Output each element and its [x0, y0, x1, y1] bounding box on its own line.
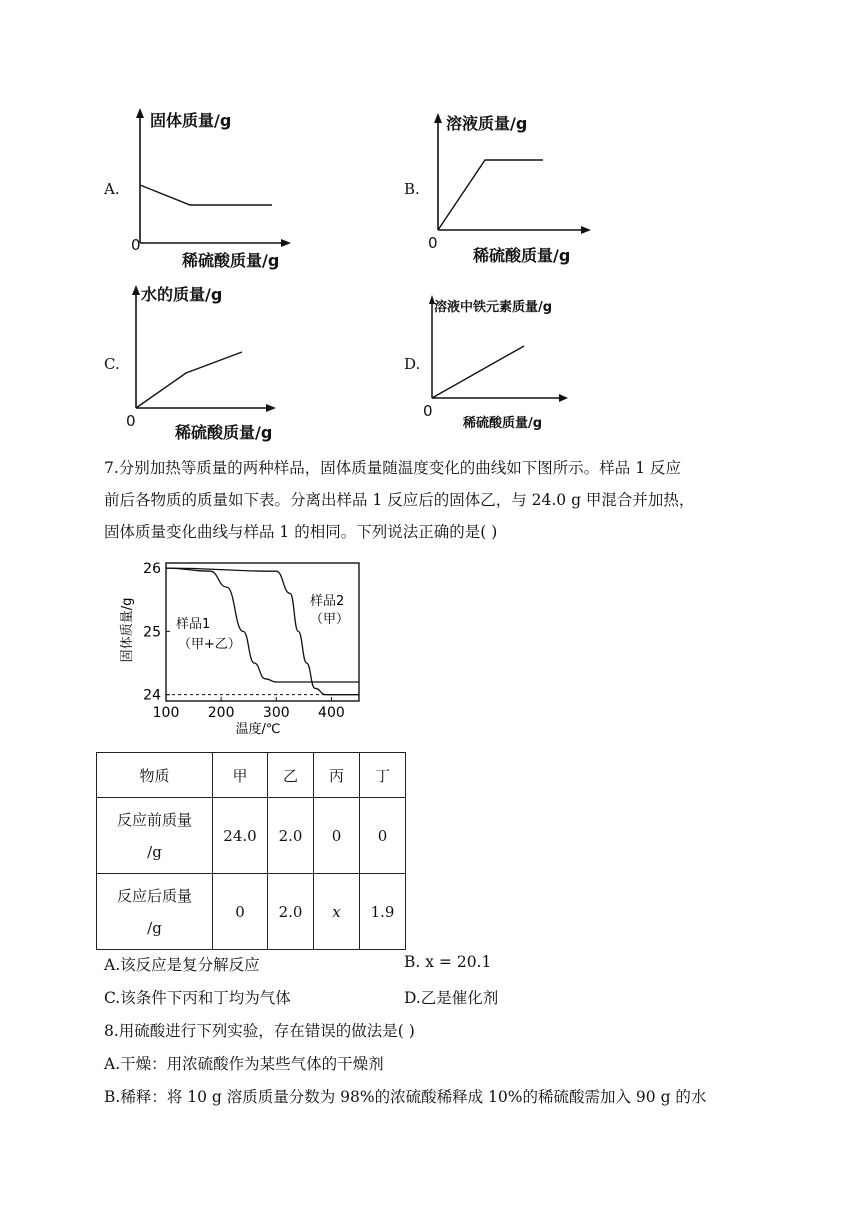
graph-b-ylabel: 溶液质量/g	[446, 114, 528, 133]
table-cell: x	[314, 874, 360, 950]
option-a-letter: A.	[104, 180, 120, 198]
y-tick-label: 26	[143, 561, 161, 578]
question-7-line-3: 固体质量变化曲线与样品 1 的相同。下列说法正确的是( )	[104, 523, 498, 541]
graph-d-origin: 0	[423, 402, 433, 420]
graph-a-curve	[140, 185, 272, 205]
table-row-label	[97, 798, 213, 874]
graph-c-ylabel: 水的质量/g	[141, 285, 223, 304]
table-row-label-line2: /g	[147, 918, 162, 937]
graph-c-xlabel: 稀硫酸质量/g	[175, 423, 273, 442]
chart-frame	[166, 563, 359, 701]
question-7-line-1: 7.分别加热等质量的两种样品，固体质量随温度变化的曲线如下图所示。样品 1 反应	[104, 459, 682, 477]
table-cell: 0	[360, 798, 406, 874]
table-cell: 24.0	[213, 798, 268, 874]
q7-chart	[118, 555, 370, 740]
table-row-label-line2: /g	[147, 842, 162, 861]
table-header-cell: 物质	[97, 753, 213, 798]
x-tick-label: 100	[152, 705, 180, 721]
q7-option-b: B. x = 20.1	[404, 953, 492, 971]
series1-label: 样品1	[176, 617, 211, 632]
series2-sublabel: （甲）	[310, 612, 350, 627]
table-cell: 1.9	[360, 874, 406, 950]
q7-option-c: C.该条件下丙和丁均为气体	[104, 989, 291, 1007]
table-row-label	[97, 874, 213, 950]
x-tick-label: 400	[318, 705, 345, 721]
table-row	[97, 798, 406, 874]
table-row	[97, 874, 406, 950]
graph-a-origin: 0	[131, 236, 141, 254]
question-8-stem: 8.用硫酸进行下列实验，存在错误的做法是( )	[104, 1022, 415, 1040]
table-header-cell: 甲	[213, 753, 268, 798]
option-d-letter: D.	[404, 355, 421, 373]
graph-b-origin: 0	[428, 234, 438, 252]
table-header-cell: 丙	[314, 753, 360, 798]
option-b-letter: B.	[404, 180, 420, 198]
q8-option-a: A.干燥：用浓硫酸作为某些气体的干燥剂	[104, 1055, 384, 1073]
y-tick-label: 25	[143, 624, 161, 641]
data-table	[96, 752, 406, 950]
x-tick-label: 200	[207, 705, 235, 721]
chart-ylabel: 固体质量/g	[120, 597, 135, 663]
series2-label: 样品2	[310, 594, 345, 609]
graph-c-origin: 0	[126, 412, 136, 430]
graph-a-ylabel: 固体质量/g	[150, 111, 232, 130]
graph-b-xlabel: 稀硫酸质量/g	[473, 246, 571, 265]
q7-option-a: A.该反应是复分解反应	[104, 956, 260, 974]
table-header-row	[97, 753, 406, 798]
x-tick-label: 300	[262, 705, 290, 721]
table-cell: 2.0	[268, 874, 314, 950]
question-7	[104, 452, 824, 548]
graph-c-curve	[136, 352, 242, 408]
graph-b-curve	[438, 160, 543, 230]
chart-xlabel: 温度/℃	[235, 722, 281, 737]
graph-d-ylabel: 溶液中铁元素质量/g	[434, 300, 553, 315]
graph-d-curve	[432, 346, 524, 398]
table-row-label-line1: 反应后质量	[116, 886, 192, 905]
table-header-cell: 丁	[360, 753, 406, 798]
option-c-letter: C.	[104, 355, 120, 373]
question-7-line-2: 前后各物质的质量如下表。分离出样品 1 反应后的固体乙，与 24.0 g 甲混合并加热，	[104, 491, 695, 509]
table-header-cell: 乙	[268, 753, 314, 798]
graph-d-xlabel: 稀硫酸质量/g	[463, 416, 543, 431]
table-cell: 0	[314, 798, 360, 874]
table-row-label-line1: 反应前质量	[116, 810, 192, 829]
q7-option-d: D.乙是催化剂	[404, 989, 499, 1007]
series1-sublabel: （甲+乙）	[178, 637, 241, 652]
table-cell: 0	[213, 874, 268, 950]
table-cell: 2.0	[268, 798, 314, 874]
graph-a-xlabel: 稀硫酸质量/g	[182, 251, 280, 270]
q8-option-b: B.稀释：将 10 g 溶质质量分数为 98%的浓硫酸稀释成 10%的稀硫酸需加入 90 g 的水	[104, 1088, 707, 1106]
y-tick-label: 24	[143, 687, 161, 704]
